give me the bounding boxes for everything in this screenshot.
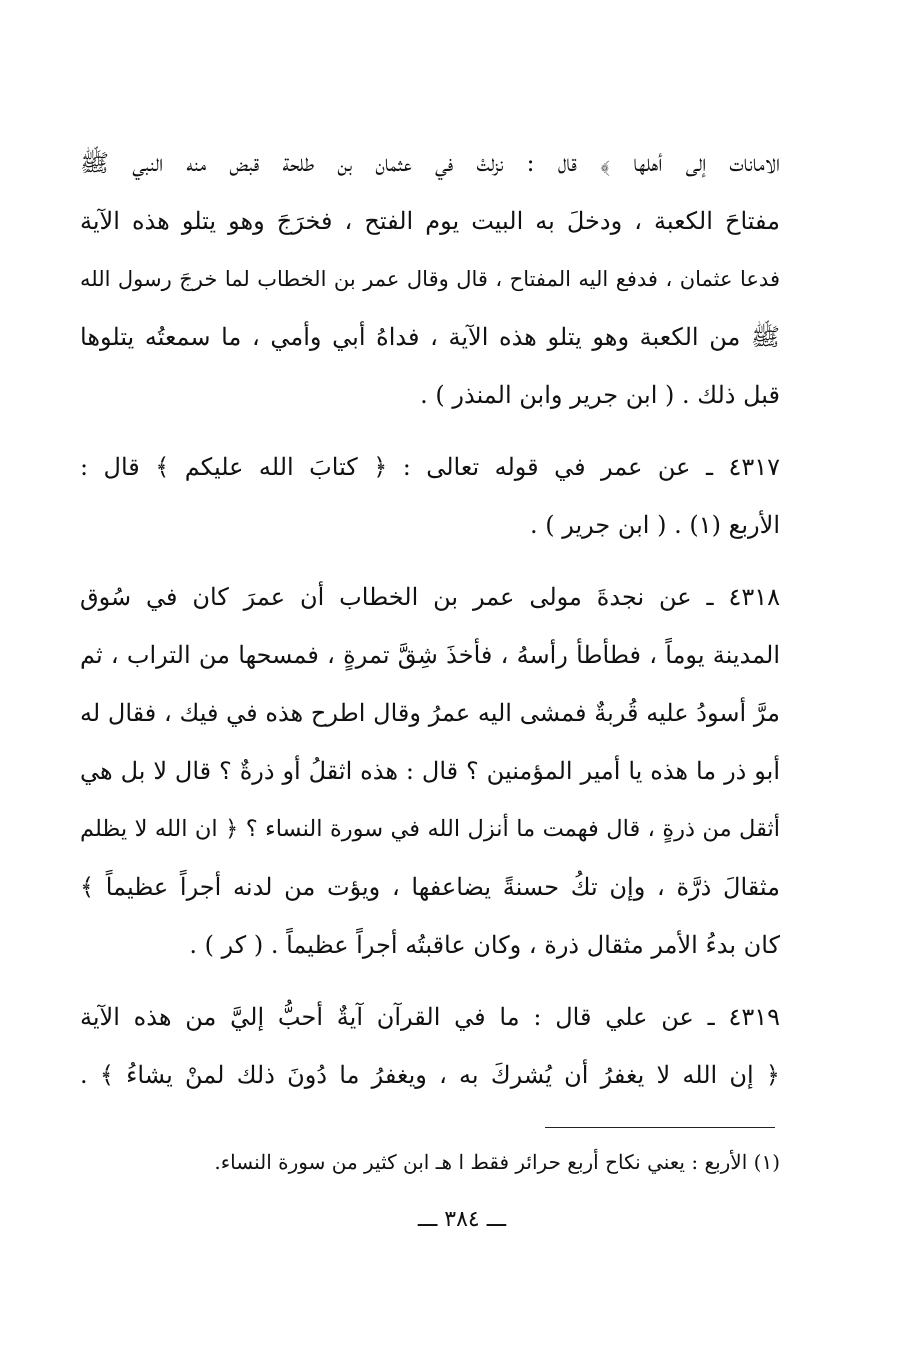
text-line: أبو ذر ما هذه يا أمير المؤمنين ؟ قال : هذه اثقلُ أو ذرةٌ ؟ قال لا بل هي <box>80 757 780 785</box>
text-line: الامانات إلى أهلها ﴾ قال : نزلتْ في عثمان بن طلحة قبض منه النبي ﷺ <box>80 149 780 177</box>
text-line: الأربع (١) . ( ابن جرير ) . <box>529 511 780 539</box>
main-text <box>80 134 780 1104</box>
page-number: ـــ ٣٨٤ ـــ <box>417 1207 507 1232</box>
text-line: ٤٣١٧ ـ عن عمر في قوله تعالى : ﴿ كتابَ الله عليكم ﴾ قال : <box>80 453 780 481</box>
text-line: ٤٣١٩ ـ عن علي قال : ما في القرآن آيةٌ أحبُّ إليَّ من هذه الآية <box>80 1003 780 1031</box>
text-line: مفتاحَ الكعبة ، ودخلَ به البيت يوم الفتح ، فخرَجَ وهو يتلو هذه الآية <box>80 207 780 235</box>
text-line: ﷺ من الكعبة وهو يتلو هذه الآية ، فداهُ أبي وأمي ، ما سمعتُه يتلوها <box>80 323 780 351</box>
text-line: فدعا عثمان ، فدفع اليه المفتاح ، قال وقال عمر بن الخطاب لما خرجَ رسول الله <box>80 267 780 291</box>
text-line: أثقل من ذرةٍ ، قال فهمت ما أنزل الله في سورة النساء ؟ ﴿ ان الله لا يظلم <box>80 816 780 842</box>
paragraph-4319 <box>80 988 780 1104</box>
text-line: كان بدءُ الأمر مثقال ذرة ، وكان عاقبتُه أجراً عظيماً . ( كر ) . <box>189 931 780 959</box>
paragraph-4318 <box>80 568 780 974</box>
text-line: المدينة يوماً ، فطأطأ رأسهُ ، فأخذَ شِقَّ تمرةٍ ، فمسحها من التراب ، ثم <box>80 641 780 669</box>
paragraph-continuation <box>80 134 780 424</box>
paragraph-4317 <box>80 438 780 554</box>
text-line: ﴿ إن الله لا يغفرُ أن يُشركَ به ، ويغفرُ ما دُونَ ذلك لمنْ يشاءُ ﴾ . <box>80 1061 780 1089</box>
text-line: قبل ذلك . ( ابن جرير وابن المنذر ) . <box>420 381 780 409</box>
text-line: ٤٣١٨ ـ عن نجدةَ مولى عمر بن الخطاب أن عمرَ كان في سُوق <box>80 583 780 611</box>
footnote-divider <box>545 1127 775 1128</box>
text-line: مرَّ أسودُ عليه قُربةٌ فمشى اليه عمرُ وقال اطرح هذه في فيك ، فقال له <box>80 699 780 727</box>
footnote: (١) الأربع : يعني نكاح أربع حرائر فقط ا هـ ابن كثير من سورة النساء. <box>214 1150 780 1174</box>
text-line: مثقالَ ذرَّة ، وإن تكُ حسنةً يضاعفها ، ويؤت من لدنه أجراً عظيماً ﴾ <box>80 873 780 901</box>
